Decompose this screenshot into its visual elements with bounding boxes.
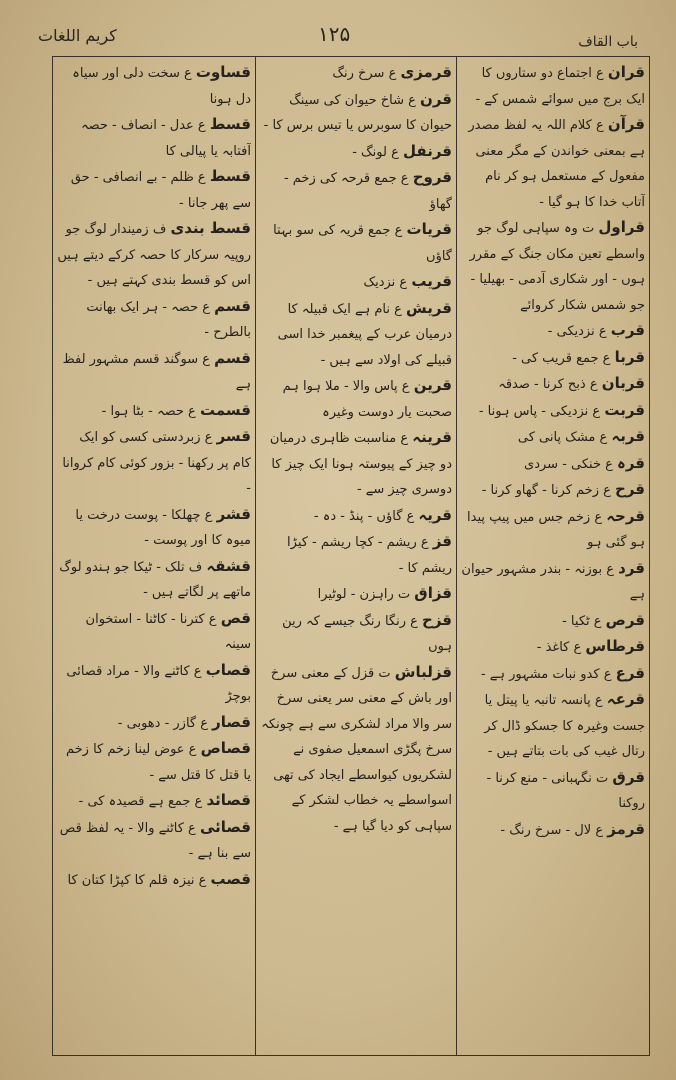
- entry-headword: قصائد: [206, 791, 251, 809]
- entry-definition: ع سوگند قسم مشہور لفظ ہے: [62, 351, 251, 392]
- dictionary-entry: [260, 296, 452, 374]
- entry-definition: ع رنگا رنگ جیسے کہ رین ہوں: [282, 613, 452, 654]
- entry-headword: قربا: [614, 347, 645, 366]
- dictionary-entry: [57, 294, 251, 346]
- column-right: [461, 60, 645, 1050]
- page-number: ۱۲۵: [318, 22, 351, 46]
- dictionary-entry: [461, 451, 645, 478]
- entry-headword: قرص: [605, 610, 645, 629]
- dictionary-entry: [260, 139, 452, 166]
- entry-headword: قراول: [598, 218, 645, 236]
- entry-definition: ع سخت دلی اور سیاہ دل ہونا: [72, 66, 251, 107]
- dictionary-entry: [461, 371, 645, 398]
- entry-definition: ع گاؤں - پنڈ - دہ -: [313, 508, 415, 524]
- entry-headword: قشر: [216, 504, 251, 523]
- dictionary-entry: [260, 608, 452, 660]
- entry-definition: ع نزدیکی -: [547, 324, 607, 339]
- dictionary-entry: [260, 60, 452, 87]
- entry-headword: قسم: [214, 348, 251, 367]
- dictionary-entry: [461, 661, 645, 688]
- entry-definition: ف تلک - ٹیکا جو ہندو لوگ ماتھے پر لگاتے ہیں -: [59, 559, 251, 600]
- entry-definition: ع پانسہ تانبہ یا پیتل یا جست وغیرہ کا جسکو ڈال کر رتال غیب کی بات بتاتے ہیں -: [484, 693, 645, 759]
- entry-headword: قساوت: [195, 63, 251, 81]
- dictionary-entry: [461, 60, 645, 112]
- entry-headword: قرح: [615, 480, 645, 498]
- entry-headword: قرمز: [607, 819, 645, 838]
- entry-definition: ت نگہبانی - منع کرنا - روکنا: [486, 770, 645, 811]
- dictionary-entry: [461, 504, 645, 556]
- entry-headword: قرطاس: [585, 637, 645, 655]
- dictionary-entry: [57, 736, 251, 788]
- entry-headword: قرق: [612, 767, 645, 786]
- entry-headword: قصاب: [205, 660, 251, 679]
- dictionary-entry: [260, 217, 452, 269]
- entry-definition: ع مناسبت ظاہری درمیان دو چیز کے پیوستہ ہونا ایک چیز کا دوسری چیز سے -: [269, 431, 452, 497]
- entry-headword: قص: [220, 608, 251, 627]
- entry-headword: قروح: [412, 168, 452, 186]
- entry-definition: ع حصہ - ہر ایک بھانت بالطرح -: [86, 299, 251, 340]
- entry-headword: قسط: [209, 115, 251, 133]
- entry-definition: ع ذبح کرنا - صدقہ: [498, 377, 598, 392]
- dictionary-entry: [260, 660, 452, 840]
- entry-headword: قرین: [413, 376, 452, 394]
- dictionary-entry: [57, 815, 251, 867]
- entry-definition: ع گازر - دھوبی -: [117, 715, 208, 731]
- entry-definition: ع جمع قریب کی -: [512, 350, 611, 366]
- dictionary-entry: [57, 788, 251, 815]
- entry-headword: قرب: [610, 321, 645, 339]
- entry-definition: ع کاٹنے والا - یہ لفظ قص سے بنا ہے -: [59, 820, 251, 861]
- dictionary-entry: [260, 503, 452, 530]
- entry-headword: قرعہ: [606, 690, 645, 708]
- entry-definition: ع ریشم - کچا ریشم - کیڑا ریشم کا -: [287, 535, 452, 576]
- entry-definition: ع زخم جس میں پیپ پیدا ہو گئی ہو: [467, 509, 645, 550]
- entry-headword: قسط بندی: [170, 219, 251, 237]
- entry-headword: قز: [432, 532, 452, 550]
- entry-definition: ت راہزن - لوٹیرا: [317, 587, 411, 602]
- dictionary-entry: [260, 425, 452, 503]
- entry-definition: ع چھلکا - پوست درخت یا میوہ کا اور پوست -: [75, 507, 251, 548]
- dictionary-entry: [57, 502, 251, 554]
- entry-headword: قزاق: [414, 584, 452, 602]
- dictionary-entry: [57, 867, 251, 894]
- entry-headword: قرہ: [617, 453, 645, 472]
- entry-headword: قریب: [411, 272, 452, 290]
- entry-headword: قزح: [422, 610, 452, 629]
- entry-headword: قریات: [406, 220, 452, 238]
- entry-definition: ع ظلم - بے انصافی - حق سے پھر جانا -: [70, 170, 251, 211]
- entry-headword: قسم: [214, 296, 251, 315]
- dictionary-entry: [57, 164, 251, 216]
- dictionary-entry: [461, 477, 645, 504]
- dictionary-entry: [461, 608, 645, 635]
- column-divider-right: [456, 56, 457, 1056]
- entry-headword: قرنفل: [403, 141, 452, 160]
- entry-definition: ع عوض لینا زخم کا زخم یا قتل کا قتل سے -: [65, 742, 251, 783]
- entry-definition: ع کلام اللہ یہ لفظ مصدر ہے بمعنی خواندن کے مگر معنی مفعول کے مستعمل ہو کر نام آتاب خدا کا ہو گیا -: [468, 118, 645, 210]
- entry-definition: ع لال - سرخ رنگ -: [500, 822, 604, 838]
- entry-headword: قسر: [216, 427, 251, 445]
- dictionary-entry: [57, 216, 251, 294]
- entry-headword: قریہ: [418, 505, 452, 524]
- entry-definition: ع جمع قریہ کی سو بہتا گاؤں: [273, 223, 452, 264]
- dictionary-entry: [461, 112, 645, 215]
- entry-headword: قربان: [601, 374, 645, 392]
- header-book-title: کریم اللغات: [38, 26, 117, 45]
- entry-definition: ع پاس والا - ملا ہوا ہم صحبت یار دوست وغیرہ: [282, 379, 452, 420]
- dictionary-entry: [57, 554, 251, 606]
- entry-headword: قربہ: [611, 427, 645, 445]
- dictionary-entry: [260, 581, 452, 608]
- entry-definition: ع عدل - انصاف - حصہ آفتابہ یا پیالی کا: [81, 118, 251, 159]
- entry-definition: ف زمیندار لوگ جو روپیہ سرکار کا حصہ کرکے دیتے ہیں اس کو قسط بندی کہتے ہیں -: [57, 222, 251, 288]
- entry-definition: ع ٹکیا -: [562, 613, 602, 629]
- entry-headword: قصاص: [200, 739, 251, 757]
- dictionary-entry: [57, 398, 251, 425]
- entry-headword: قشقہ: [206, 556, 251, 575]
- entry-definition: ع شاخ حیوان کی سینگ حیوان کا سوبرس یا تیس برس کا -: [263, 92, 452, 133]
- dictionary-entry: [461, 765, 645, 817]
- entry-definition: ع لونگ -: [352, 144, 399, 160]
- entry-headword: قصب: [210, 869, 251, 888]
- entry-headword: قسمت: [199, 400, 251, 419]
- entry-headword: قزلباش: [394, 662, 452, 681]
- dictionary-entry: [461, 556, 645, 608]
- dictionary-entry: [461, 318, 645, 345]
- entry-definition: ع کاغذ -: [536, 640, 582, 655]
- entry-headword: قسط: [209, 167, 251, 185]
- entry-headword: قرمزی: [400, 63, 452, 81]
- entry-headword: قرع: [615, 663, 645, 682]
- dictionary-entry: [260, 529, 452, 581]
- entry-headword: قرن: [420, 89, 452, 108]
- dictionary-entry: [57, 112, 251, 164]
- entry-definition: ع مشک پانی کی: [517, 430, 608, 445]
- entry-definition: ع خنکی - سردی: [524, 456, 613, 472]
- entry-definition: ع نیزہ قلم کا کپڑا کتان کا: [67, 872, 207, 888]
- entry-definition: ت قزل کے معنی سرخ اور باش کے معنی سر یعنی سرخ سر والا مراد لشکری سے ہے چونکہ سرخ پگڑی اسمعیل صفوی نے لشکریوں کیواسطے ایجاد کی تھی اسواسطے یہ خطاب لشکر کے سپاہی کو دیا گیا ہے -: [261, 665, 452, 834]
- entry-headword: قرآن: [607, 115, 645, 133]
- dictionary-entry: [461, 345, 645, 372]
- dictionary-entry: [461, 817, 645, 844]
- entry-definition: ع زبردستی کسی کو ایک کام پر رکھنا - بزور کوئی کام کروانا -: [62, 430, 251, 496]
- entry-definition: ع نام ہے ایک قبیلہ کا درمیان عرب کے پیغمبر خدا اسی قبیلے کی اولاد سے ہیں -: [277, 301, 452, 368]
- entry-headword: قصار: [212, 712, 251, 731]
- dictionary-entry: [260, 269, 452, 296]
- dictionary-entry: [260, 165, 452, 217]
- column-divider-left: [255, 56, 256, 1056]
- entry-headword: قرینہ: [412, 428, 452, 446]
- dictionary-entry: [57, 658, 251, 710]
- dictionary-entry: [57, 346, 251, 398]
- entry-definition: ع بوزنہ - بندر مشہور حیوان ہے: [461, 561, 645, 602]
- entry-headword: قصائی: [199, 817, 251, 836]
- dictionary-entry: [57, 60, 251, 112]
- dictionary-entry: [57, 710, 251, 737]
- dictionary-entry: [260, 373, 452, 425]
- entry-definition: ع حصہ - بٹا ہوا -: [101, 403, 196, 419]
- entry-definition: ع جمع قرحہ کی زخم - گھاؤ: [283, 171, 452, 212]
- dictionary-entry: [57, 606, 251, 658]
- entry-headword: قربت: [604, 400, 645, 419]
- column-left: [57, 60, 251, 1050]
- dictionary-entry: [461, 424, 645, 451]
- entry-headword: قریش: [406, 298, 452, 317]
- dictionary-entry: [461, 687, 645, 765]
- column-middle: [260, 60, 452, 1050]
- header-chapter-title: باب القاف: [578, 34, 638, 50]
- dictionary-entry: [461, 634, 645, 661]
- entry-definition: ع زخم کرنا - گھاو کرنا -: [481, 483, 611, 498]
- entry-definition: ع نزدیک: [363, 275, 408, 290]
- entry-definition: ع سرخ رنگ: [332, 66, 397, 81]
- entry-definition: ع نزدیکی - پاس ہونا -: [478, 403, 601, 419]
- entry-definition: ت وہ سپاہی لوگ جو واسطے تعین مکان جنگ کے مقرر ہوں - اور شکاری آدمی - بھیلیا - جو شمس شکار کروائے: [469, 221, 645, 313]
- entry-headword: قرد: [618, 558, 645, 577]
- page-header: [0, 22, 676, 58]
- entry-definition: ع جمع ہے قصیدہ کی -: [78, 794, 203, 809]
- dictionary-entry: [461, 398, 645, 425]
- dictionary-entry: [461, 215, 645, 318]
- entry-definition: ع کترنا - کاٹنا - استخوان سینہ: [85, 611, 251, 652]
- entry-headword: قرحہ: [606, 506, 645, 525]
- entry-definition: ع کدو نبات مشہور ہے -: [480, 666, 612, 682]
- entry-definition: ع اجتماع دو ستاروں کا ایک برج میں سوائے شمس کے -: [475, 66, 645, 107]
- dictionary-entry: [57, 424, 251, 502]
- entry-headword: قران: [607, 63, 645, 81]
- dictionary-entry: [260, 87, 452, 139]
- entry-definition: ع کاٹنے والا - مراد قصائی بوچڑ: [66, 663, 251, 704]
